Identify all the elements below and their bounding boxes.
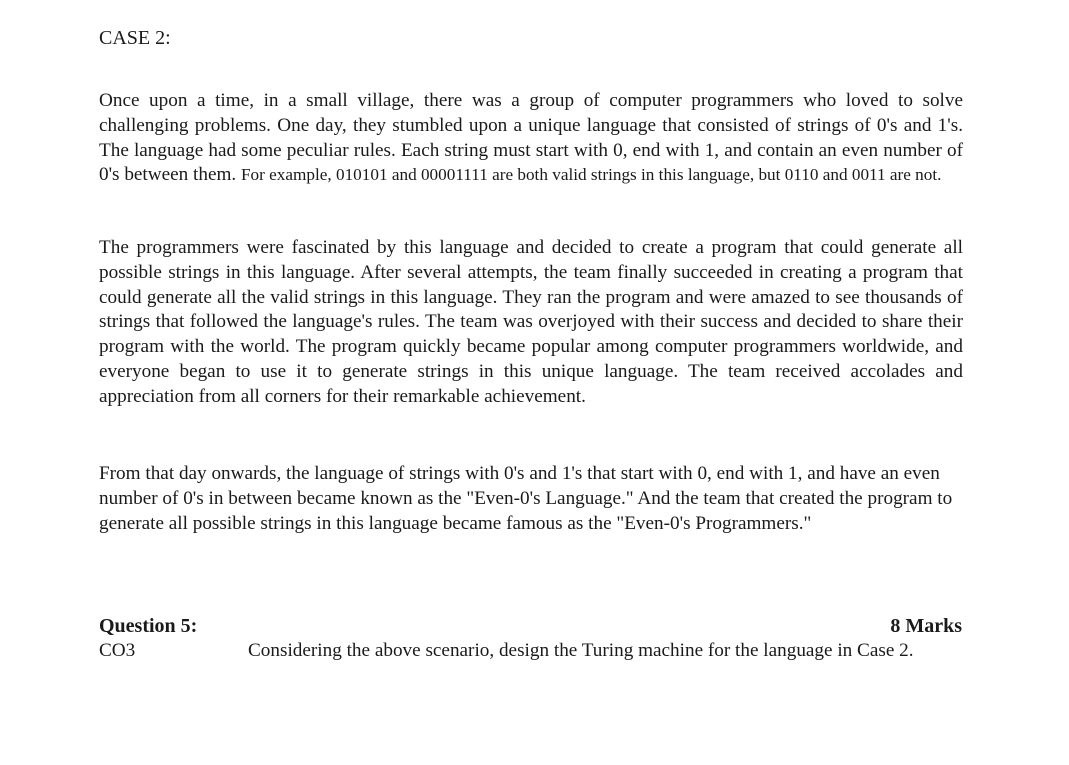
marks-label: 8 Marks: [890, 615, 962, 637]
paragraph-1-example-text: For example, 010101 and 00001111 are both valid strings in this language, but 0110 and 0011 are not.: [241, 165, 942, 185]
case-title: CASE 2:: [99, 27, 171, 49]
question-text: Considering the above scenario, design the Turing machine for the language in Case 2.: [248, 640, 914, 661]
story-paragraph-3: From that day onwards, the language of strings with 0's and 1's that start with 0, end with 1, and have an even number of 0's in between became known as the "Even-0's Language." And the team that created the program to generate all possible strings in this language became famous as the "Even-0's Programmers.": [99, 463, 953, 534]
story-paragraph-2: The programmers were fascinated by this language and decided to create a program that could generate all possible strings in this language. After several attempts, the team finally succeeded in creating a program that could generate all the valid strings in this language. They ran the program and were amazed to see thousands of strings that followed the language's rules. The team was overjoyed with their success and decided to share their program with the world. The program quickly became popular among computer programmers worldwide, and everyone began to use it to generate strings in this unique language. The team received accolades and appreciation from all corners for their remarkable achievement.: [99, 237, 963, 407]
question-label: Question 5:: [99, 615, 198, 637]
course-outcome-label: CO3: [99, 640, 136, 661]
story-paragraph-1: [99, 89, 963, 188]
paragraph-1-main-text: Once upon a time, in a small village, there was a group of computer programmers who loved to solve challenging problems. One day, they stumbled upon a unique language that consisted of strings of 0's and 1's. The language had some peculiar rules. Each string must start with 0, end with 1, and contain an even number of 0's between them.: [99, 90, 963, 186]
